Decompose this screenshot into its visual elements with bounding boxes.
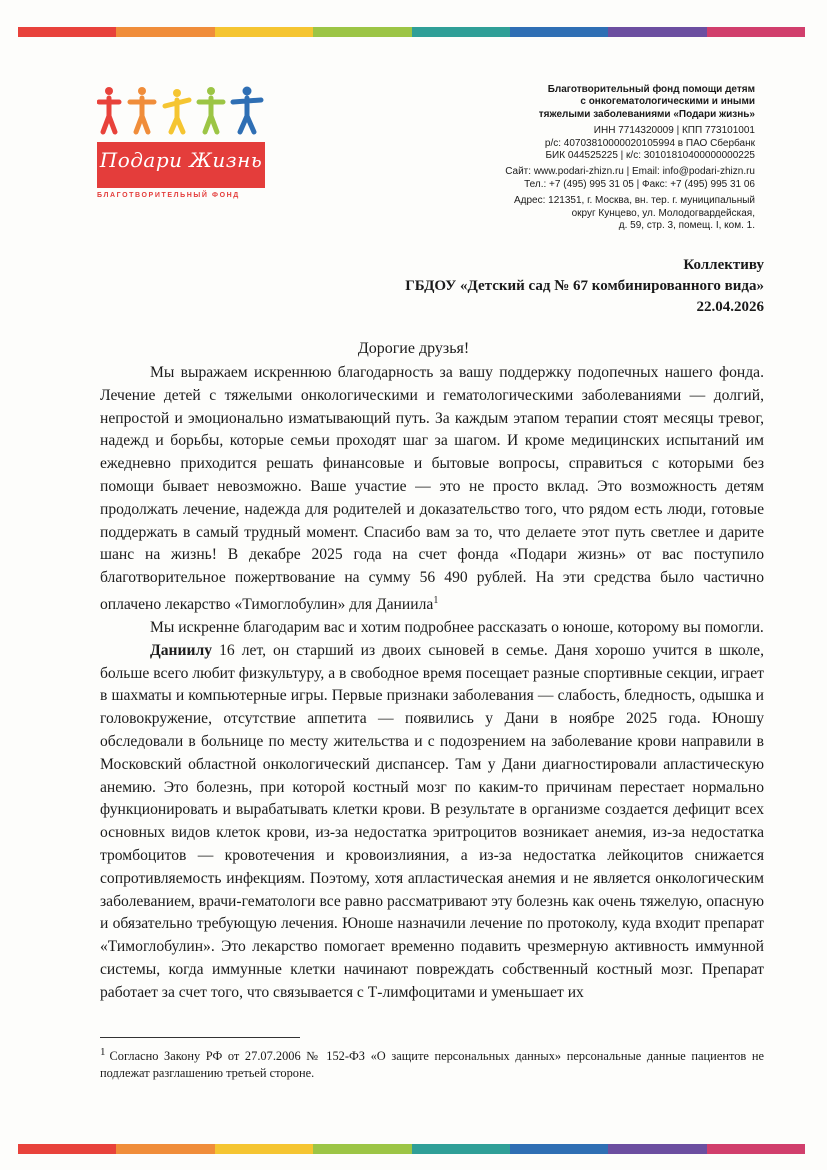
stripe-segment [510, 27, 608, 37]
bank-requisites [435, 125, 755, 162]
person-figure-4 [199, 87, 223, 132]
postal-address [435, 195, 755, 232]
address-line: округ Кунцево, ул. Молодогвардейская, [571, 207, 755, 219]
letter-body [100, 362, 764, 1005]
requisites-line: ИНН 7714320009 | КПП 773101001 [593, 125, 755, 137]
stripe-segment [18, 1144, 116, 1154]
foundation-name [435, 84, 755, 121]
contacts [435, 166, 755, 191]
logo-wordmark: Подари Жизнь [99, 148, 263, 172]
foundation-name-line: с онкогематологическими и иными [580, 96, 755, 108]
people-logo-icon [97, 84, 267, 136]
footnote-mark: 1 [433, 594, 439, 606]
foundation-name-line: Благотворительный фонд помощи детям [547, 84, 755, 95]
footnote-number: 1 [100, 1046, 106, 1058]
stripe-segment [215, 1144, 313, 1154]
logo-subtitle: БЛАГОТВОРИТЕЛЬНЫЙ ФОНД [97, 192, 240, 199]
paragraph [100, 640, 764, 1005]
foundation-logo [97, 84, 267, 199]
person-figure-3 [165, 89, 189, 132]
contacts-line: Сайт: www.podari-zhizn.ru | Email: info@podari-zhizn.ru [505, 166, 755, 178]
stripe-segment [510, 1144, 608, 1154]
paragraph-text: Мы выражаем искреннюю благодарность за вашу поддержку подопечных нашего фонда. Лечение детей с тяжелыми онкологическими и гематологическими заболеваниями — долгий, непростой и эмоционально изматывающий путь. За каждым этапом терапии стоят месяцы тревог, надежд и борьбы, которые семьи проходят шаг за шагом. И кроме медицинских испытаний им ежедневно приходится решать финансовые и бытовые вопросы, справиться с которыми без помощи бывает невозможно. Ваше участие — это не просто вклад. Это возможность детям продолжать лечение, надежда для родителей и доказательство того, что рядом есть люди, готовые поддержать в самый трудный момент. Спасибо вам за то, что делаете этот путь светлее и дарите шанс на жизнь! В декабре 2025 года на счет фонда «Подари жизнь» от вас поступило благотворительное пожертвование на сумму 56 490 рублей. На эти средства было частично оплачено лекарство «Тимоглобулин» для Даниила [100, 364, 764, 614]
addressee-organization: ГБДОУ «Детский сад № 67 комбинированного вида» [405, 278, 764, 294]
address-line: Адрес: 121351, г. Москва, вн. тер. г. муниципальный [513, 195, 755, 207]
requisites-line: БИК 044525225 | к/с: 30101810400000000225 [545, 150, 755, 162]
paragraph [100, 362, 764, 617]
stripe-segment [412, 27, 510, 37]
letterhead [435, 84, 755, 232]
stripe-segment [116, 1144, 214, 1154]
stripe-segment [215, 27, 313, 37]
address-line: д. 59, стр. 3, помещ. I, ком. 1. [618, 220, 755, 232]
stripe-segment [608, 27, 706, 37]
stripe-segment [313, 27, 411, 37]
stripe-segment [18, 27, 116, 37]
stripe-segment [313, 1144, 411, 1154]
paragraph-text: 16 лет, он старший из двоих сыновей в семье. Даня хорошо учится в школе, больше всего любит физкультуру, а в свободное время посещает разные спортивные секции, играет в шахматы и компьютерные игры. Первые признаки заболевания — слабость, бледность, одышка и головокружение, отсутствие аппетита — появились у Дани в ноябре 2025 года. Юношу обследовали в больнице по месту жительства и с подозрением на заболевание крови направили в Московский областной онкологический диспансер. Там у Дани диагностировали апластическую анемию. Это болезнь, при которой костный мозг по каким-то причинам перестает нормально функционировать и вырабатывать клетки крови. В результате в организме создается дефицит всех основных видов клеток крови, из-за недостатка эритроцитов возникает анемия, из-за недостатка тромбоцитов — кровотечения и кровоизлияния, а из-за недостатка лейкоцитов снижается сопротивляемость инфекциям. Поэтому, хотя апластическая анемия и не является онкологическим заболеванием, врачи-гематологи все равно рассматривают эту болезнь как очень тяжелую, опасную и обязательно требующую лечения. Юноше назначили лечение по протоколу, куда входит препарат «Тимоглобулин». Это лекарство помогает временно подавить чрезмерную активность иммунной системы, когда иммунные клетки начинают повреждать собственный костный мозг. Препарат работает за счет того, что связывается с Т-лимфоцитами и уменьшает их [100, 641, 764, 1001]
letter-date: 22.04.2026 [696, 299, 764, 315]
greeting: Дорогие друзья! [357, 340, 470, 357]
footnote [100, 1044, 764, 1082]
requisites-line: р/с: 40703810000020105994 в ПАО Сбербанк [544, 137, 755, 149]
top-color-stripe [18, 27, 805, 37]
person-figure-5 [233, 87, 261, 133]
paragraph: Мы искренне благодарим вас и хотим подробнее рассказать о юноше, которому вы помогли. [150, 618, 764, 636]
person-figure-1 [99, 87, 119, 132]
stripe-segment [608, 1144, 706, 1154]
stripe-segment [707, 27, 805, 37]
stripe-segment [116, 27, 214, 37]
foundation-name-line: тяжелыми заболеваниями «Подари жизнь» [538, 108, 755, 120]
footnote-divider [100, 1037, 300, 1038]
patient-name: Даниилу [150, 641, 213, 659]
contacts-line: Тел.: +7 (495) 995 31 05 | Факс: +7 (495) 995 31 06 [524, 178, 755, 190]
person-figure-2 [130, 87, 154, 132]
stripe-segment [412, 1144, 510, 1154]
bottom-color-stripe [18, 1144, 805, 1154]
addressee-block [405, 255, 764, 318]
addressee-line: Коллективу [683, 257, 764, 273]
footnote-text: Согласно Закону РФ от 27.07.2006 № 152-ФЗ «О защите персональных данных» персональные данные пациентов не подлежат разглашению третьей стороне. [100, 1049, 764, 1081]
stripe-segment [707, 1144, 805, 1154]
